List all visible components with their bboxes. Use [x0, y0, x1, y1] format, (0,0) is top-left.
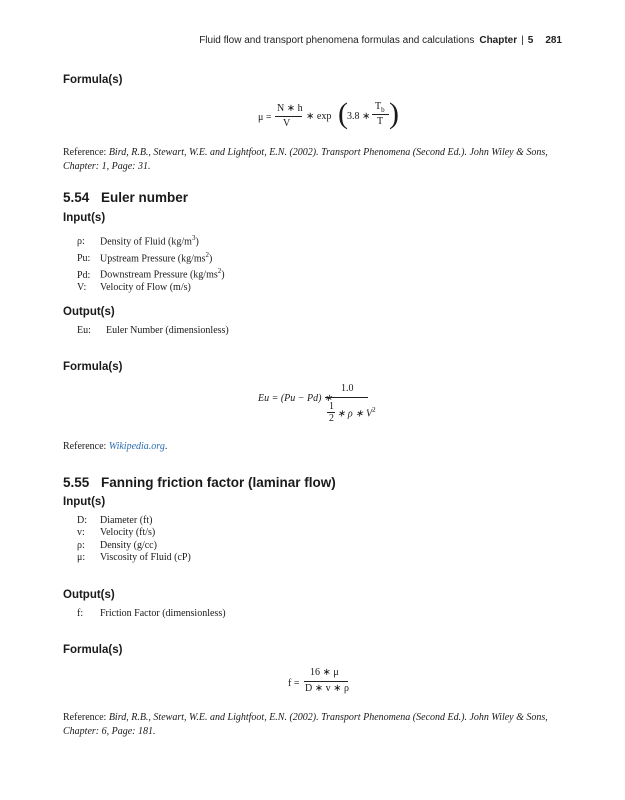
- formula-heading-5-54: Formula(s): [63, 361, 123, 373]
- inputs-list-5-55: [77, 515, 191, 564]
- inputs-heading-5-54: Input(s): [63, 212, 106, 224]
- outputs-list-5-55: [77, 608, 226, 620]
- input-desc: Upstream Pressure (kg/ms: [100, 252, 206, 264]
- reference-5-54: [63, 440, 563, 454]
- section-heading-5-54: [63, 190, 188, 205]
- tb-subscript: b: [381, 106, 385, 114]
- input-row: [77, 515, 191, 527]
- output-symbol: f:: [77, 608, 84, 619]
- section-number: 5.54: [63, 190, 90, 205]
- running-header: [199, 35, 562, 46]
- reference-citation: Bird, R.B., Stewart, W.E. and Lightfoot, E.N. (2002). Transport Phenomena (Second Ed.). John Wiley & Sons, Chapter: 1, Page: 31.: [63, 147, 548, 172]
- input-sup: 2: [205, 250, 210, 259]
- output-desc: Euler Number (dimensionless): [106, 325, 229, 336]
- output-row: [77, 325, 229, 337]
- output-symbol: Eu:: [77, 325, 91, 336]
- fanning-lhs: f =: [288, 678, 300, 689]
- input-desc: Density (g/cc): [100, 539, 157, 551]
- input-symbol: ρ:: [77, 236, 85, 248]
- input-desc: Velocity of Flow (m/s): [100, 281, 191, 293]
- euler-numerator: 1.0: [341, 383, 354, 394]
- half-numerator: 1: [329, 401, 334, 412]
- input-desc: Diameter (ft): [100, 515, 153, 526]
- input-sup: 2: [217, 267, 222, 276]
- input-row: [77, 249, 225, 266]
- input-symbol: v:: [77, 527, 85, 539]
- output-row: [77, 608, 226, 620]
- input-symbol: D:: [77, 515, 87, 526]
- wikipedia-link[interactable]: Wikipedia.org: [108, 441, 165, 452]
- fraction-bar: [275, 116, 302, 117]
- input-row: [77, 232, 225, 249]
- input-desc: Density of Fluid (kg/m: [100, 236, 192, 248]
- section-title: Fanning friction factor (laminar flow): [101, 475, 336, 490]
- fraction-bar: [372, 114, 389, 115]
- header-separator: |: [521, 35, 524, 46]
- formula-top-inner: 3.8 ∗: [347, 111, 371, 122]
- fraction-bar: [327, 412, 335, 413]
- formula-top-denominator: V: [283, 118, 291, 129]
- reference-prefix: Reference:: [63, 441, 109, 452]
- reference-prefix: Reference:: [63, 712, 109, 723]
- formula-top-t: T: [377, 116, 384, 127]
- outputs-heading-5-54: Output(s): [63, 306, 115, 318]
- section-heading-5-55: [63, 475, 336, 490]
- formula-heading-5-55: Formula(s): [63, 644, 123, 656]
- reference-prefix: Reference:: [63, 147, 109, 158]
- outputs-heading-5-55: Output(s): [63, 589, 115, 601]
- half-denominator: 2: [329, 413, 334, 424]
- input-row: [77, 282, 225, 294]
- euler-rest: [337, 406, 376, 419]
- euler-rest-sup: 2: [372, 406, 376, 414]
- chapter-number: 5: [527, 35, 534, 46]
- inputs-heading-5-55: Input(s): [63, 496, 106, 508]
- input-symbol: μ:: [77, 551, 86, 563]
- input-tail: ): [195, 236, 199, 248]
- input-sup: 3: [191, 234, 196, 242]
- tb-symbol: T: [375, 101, 382, 112]
- euler-rest-text: ∗ ρ ∗ V: [337, 408, 373, 420]
- input-row: [77, 265, 225, 282]
- output-desc: Friction Factor (dimensionless): [100, 608, 226, 619]
- euler-lhs: Eu = (Pu − Pd) ∗: [258, 393, 333, 404]
- fraction-bar: [325, 397, 368, 398]
- input-symbol: V:: [77, 281, 87, 293]
- outputs-list-5-54: [77, 325, 229, 337]
- fanning-denominator: D ∗ v ∗ ρ: [305, 683, 349, 694]
- input-row: [77, 527, 191, 539]
- input-symbol: Pu:: [77, 252, 91, 264]
- input-row: [77, 552, 191, 564]
- section-number: 5.55: [63, 475, 90, 490]
- formula-top-numerator: N ∗ h: [277, 103, 303, 114]
- chapter-label: Chapter: [479, 35, 518, 46]
- formula-top-exp: ∗ exp: [306, 111, 332, 122]
- fanning-numerator: 16 ∗ μ: [310, 667, 339, 678]
- formula-top-lhs: μ =: [258, 112, 272, 123]
- section-title: Euler number: [101, 190, 189, 205]
- input-symbol: ρ:: [77, 539, 85, 551]
- left-paren: (: [338, 97, 348, 130]
- page-number: 281: [545, 35, 562, 46]
- right-paren: ): [389, 97, 399, 130]
- input-row: [77, 540, 191, 552]
- formula-heading-top: Formula(s): [63, 74, 123, 86]
- input-symbol: Pd:: [77, 269, 91, 281]
- inputs-list-5-54: [77, 232, 225, 294]
- reference-5-55: [63, 711, 563, 738]
- input-tail: ): [209, 252, 213, 264]
- reference-suffix: .: [164, 441, 168, 452]
- formula-top-tb: [375, 101, 385, 114]
- input-tail: ): [221, 269, 225, 281]
- input-desc: Viscosity of Fluid (cP): [100, 551, 191, 563]
- fraction-bar: [304, 681, 348, 682]
- input-desc: Downstream Pressure (kg/ms: [100, 269, 218, 281]
- reference-citation: Bird, R.B., Stewart, W.E. and Lightfoot, E.N. (2002). Transport Phenomena (Second Ed.). John Wiley & Sons, Chapter: 6, Page: 181.: [63, 712, 548, 737]
- reference-top: [63, 146, 563, 173]
- input-desc: Velocity (ft/s): [100, 527, 156, 539]
- running-title: Fluid flow and transport phenomena formulas and calculations: [199, 35, 475, 46]
